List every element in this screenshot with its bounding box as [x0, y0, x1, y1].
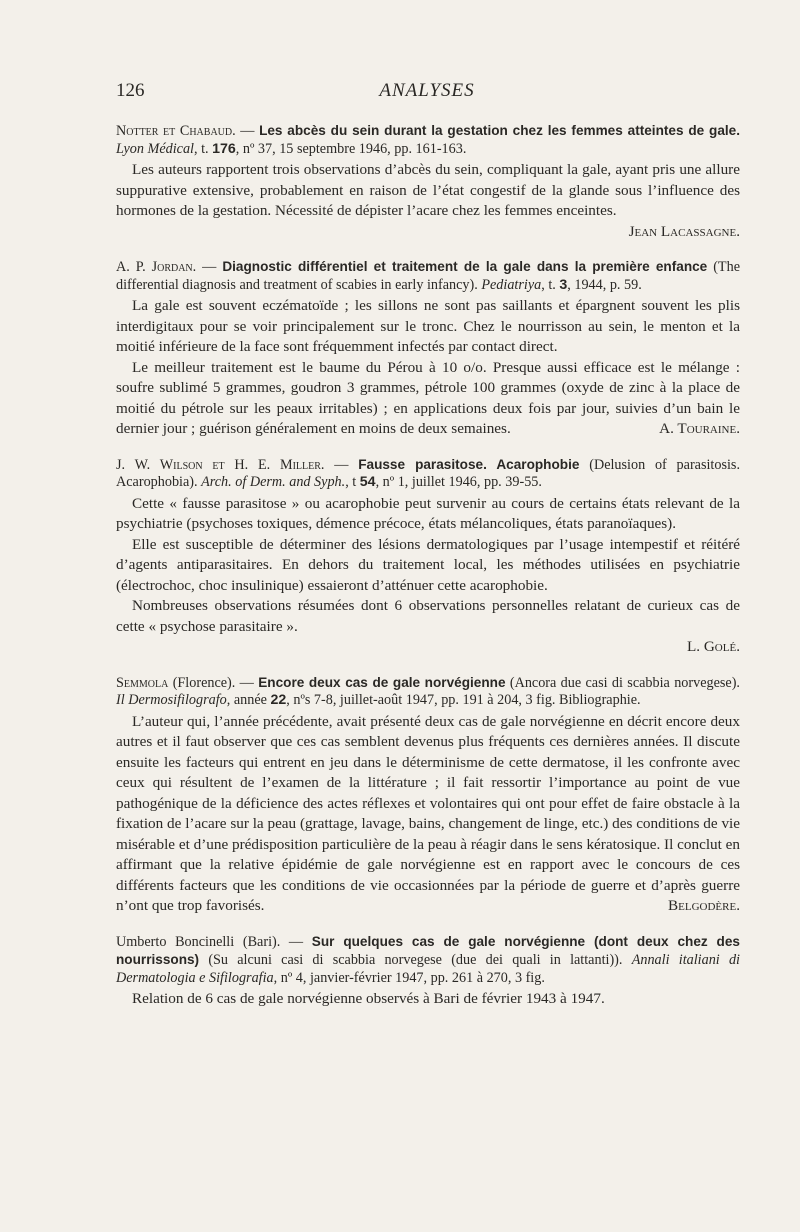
abstract-paragraph: L’auteur qui, l’année précédente, avait présenté deux cas de gale norvégienne en décrit encore deux autres et il faut observer que ces cas semblent devenus plus fréquents ces dernières années. Il discute ensuite les facteurs qui entrent en jeu dans le déterminisme de cette dermatose, il les confronte avec ceux qui résultent de l’examen de la littérature ; il fait ressortir l’importance au point de vue pathogénique de la déficience des actes réflexes et volontaires qui ont pour effet de faire obstacle à la fixation de l’acare sur la peau (grattage, lavage, bains, changement de linge, etc.) des conditions de vie misérable et d’une prédisposition particulière de la peau à réagir dans le sens kératosique. Il conclut en affirmant que la relative épidémie de gale norvégienne est en rapport avec le concours de ces différents facteurs que les conditions de vie occasionnées par la période de guerre et d’après guerre n’ont que trop favorisés. Belgodère.	[116, 712, 740, 917]
authors: Semmola	[116, 674, 169, 691]
journal-name: Annali italiani di Dermatologia e Sifilografia	[116, 952, 740, 986]
journal-name: Pediatriya	[481, 276, 542, 293]
page-number: 126	[116, 80, 145, 101]
citation: Umberto Boncinelli (Bari). — Sur quelques cas de gale norvégienne (dont deux chez des nourrissons) (Su alcuni casi di scabbia norvegese (due dei quali in lattanti)). Annali italiani di Dermatologia e Sifilografia, nº 4, janvier-février 1947, pp. 261 à 270, 3 fig.	[116, 933, 740, 986]
page-header	[116, 80, 738, 110]
volume: 22	[270, 692, 287, 708]
citation: Semmola (Florence). — Encore deux cas de gale norvégienne (Ancora due casi di scabbia norvegese). Il Dermosifilografo, année 22, nºs 7-8, juillet-août 1947, pp. 191 à 204, 3 fig. Bibliographie.	[116, 674, 740, 708]
citation: A. P. Jordan. — Diagnostic différentiel et traitement de la gale dans la première enfance (The differential diagnosis and treatment of scabies in early infancy). Pediatriya, t. 3, 1944, p. 59.	[116, 259, 740, 293]
author-location: (Bari).	[234, 933, 281, 950]
abstract-paragraph: La gale est souvent eczématoïde ; les sillons ne sont pas saillants et épargnent souvent les plis interdigitaux pour se voir principalement sur le tronc. Chez le nourrisson au sein, le menton et la moitié inférieure de la face sont fréquemment infectés par contact direct.	[116, 297, 740, 355]
citation: Notter et Chabaud. — Les abcès du sein durant la gestation chez les femmes atteintes de gale. Lyon Médical, t. 176, nº 37, 15 septembre 1946, pp. 161-163.	[116, 123, 741, 157]
citation: J. W. Wilson et H. E. Miller. — Fausse parasitose. Acarophobie (Delusion of parasitosis. Acarophobia). Arch. of Derm. and Syph., t 54, nº 1, juillet 1946, pp. 39-55.	[116, 456, 741, 490]
volume: 3	[559, 276, 568, 293]
abstract-paragraph: Le meilleur traitement est le baume du Pérou à 10 o/o. Presque aussi efficace est le mélange : soufre sublimé 5 grammes, goudron 3 grammes, pétrole 100 grammes (oxyde de zinc à la place de moitié du pétrole sur les peaux irritables) ; en applications deux fois par jour, suivies d’un bain le dernier jour ; guérison généralement en moins de deux semaines. A. Touraine.	[116, 358, 740, 440]
translated-title: (Su alcuni casi di scabbia norvegese (due dei quali in lattanti)).	[199, 952, 632, 968]
abstract-paragraph: Elle est susceptible de déterminer des lésions dermatologiques par l’usage intempestif et réitéré d’agents antiparasitaires. En dehors du traitement local, les méthodes utilisées en psychiatrie (électrochoc, choc insulinique) essaieront d’atténuer cette acarophobie.	[116, 535, 740, 594]
abstract-entry	[116, 674, 740, 917]
abstract-paragraph: Les auteurs rapportent trois observations d’abcès du sein, compliquant la gale, ayant pris une allure suppurative extensive, probablement en raison de l’état congestif de la glande sous l’influence des hormones de la gestation. Nécessité de dépister l’acare chez les femmes enceintes.	[116, 161, 740, 219]
article-title: Les abcès du sein durant la gestation chez les femmes atteintes de gale.	[259, 123, 741, 138]
abstract-paragraph: Cette « fausse parasitose » ou acarophobie peut survenir au cours de certains états relevant de la psychiatrie (psychoses toxiques, démence précoce, états mélancoliques, états paranoïaques).	[116, 494, 740, 532]
signature: Jean Lacassagne.	[628, 222, 740, 240]
article-list	[116, 122, 740, 1026]
article-title: Encore deux cas de gale norvégienne	[258, 674, 506, 690]
signature: Belgodère.	[668, 897, 740, 914]
signature: A. Touraine.	[659, 420, 740, 437]
authors: A. P. Jordan.	[116, 259, 197, 275]
journal-name: Il Dermosifilografo	[116, 692, 227, 708]
journal-name: Lyon Médical	[116, 140, 194, 157]
journal-name: Arch. of Derm. and Syph.	[201, 474, 346, 490]
authors: Umberto Boncinelli	[116, 933, 235, 950]
translated-title: (Delusion of parasitosis. Acarophobia).	[116, 456, 741, 490]
translated-title: (Ancora due casi di scabbia norvegese).	[505, 674, 740, 691]
authors: J. W. Wilson et H. E. Miller.	[116, 456, 325, 473]
volume: 176	[212, 140, 236, 157]
running-title: ANALYSES	[379, 80, 475, 101]
article-title: Sur quelques cas de gale norvégienne (dont deux chez des nourrissons)	[116, 933, 740, 967]
article-title: Diagnostic différentiel et traitement de la gale dans la première enfance	[222, 259, 708, 274]
translated-title: (The differential diagnosis and treatment of scabies in early infancy).	[116, 259, 740, 293]
volume: 54	[359, 474, 376, 490]
abstract-paragraph: Nombreuses observations résumées dont 6 observations personnelles relatant de curieux cas de cette « psychose parasitaire ».	[116, 597, 740, 635]
authors: Notter et Chabaud.	[116, 123, 236, 139]
abstract-entry	[116, 456, 740, 658]
author-location: (Florence).	[168, 674, 236, 691]
abstract-entry	[116, 122, 740, 242]
article-title: Fausse parasitose. Acarophobie	[358, 456, 580, 472]
abstract-entry	[116, 258, 740, 440]
signature: L. Golé.	[686, 638, 740, 655]
abstract-paragraph: Relation de 6 cas de gale norvégienne observés à Bari de février 1943 à 1947.	[132, 990, 605, 1007]
abstract-entry	[116, 933, 740, 1010]
